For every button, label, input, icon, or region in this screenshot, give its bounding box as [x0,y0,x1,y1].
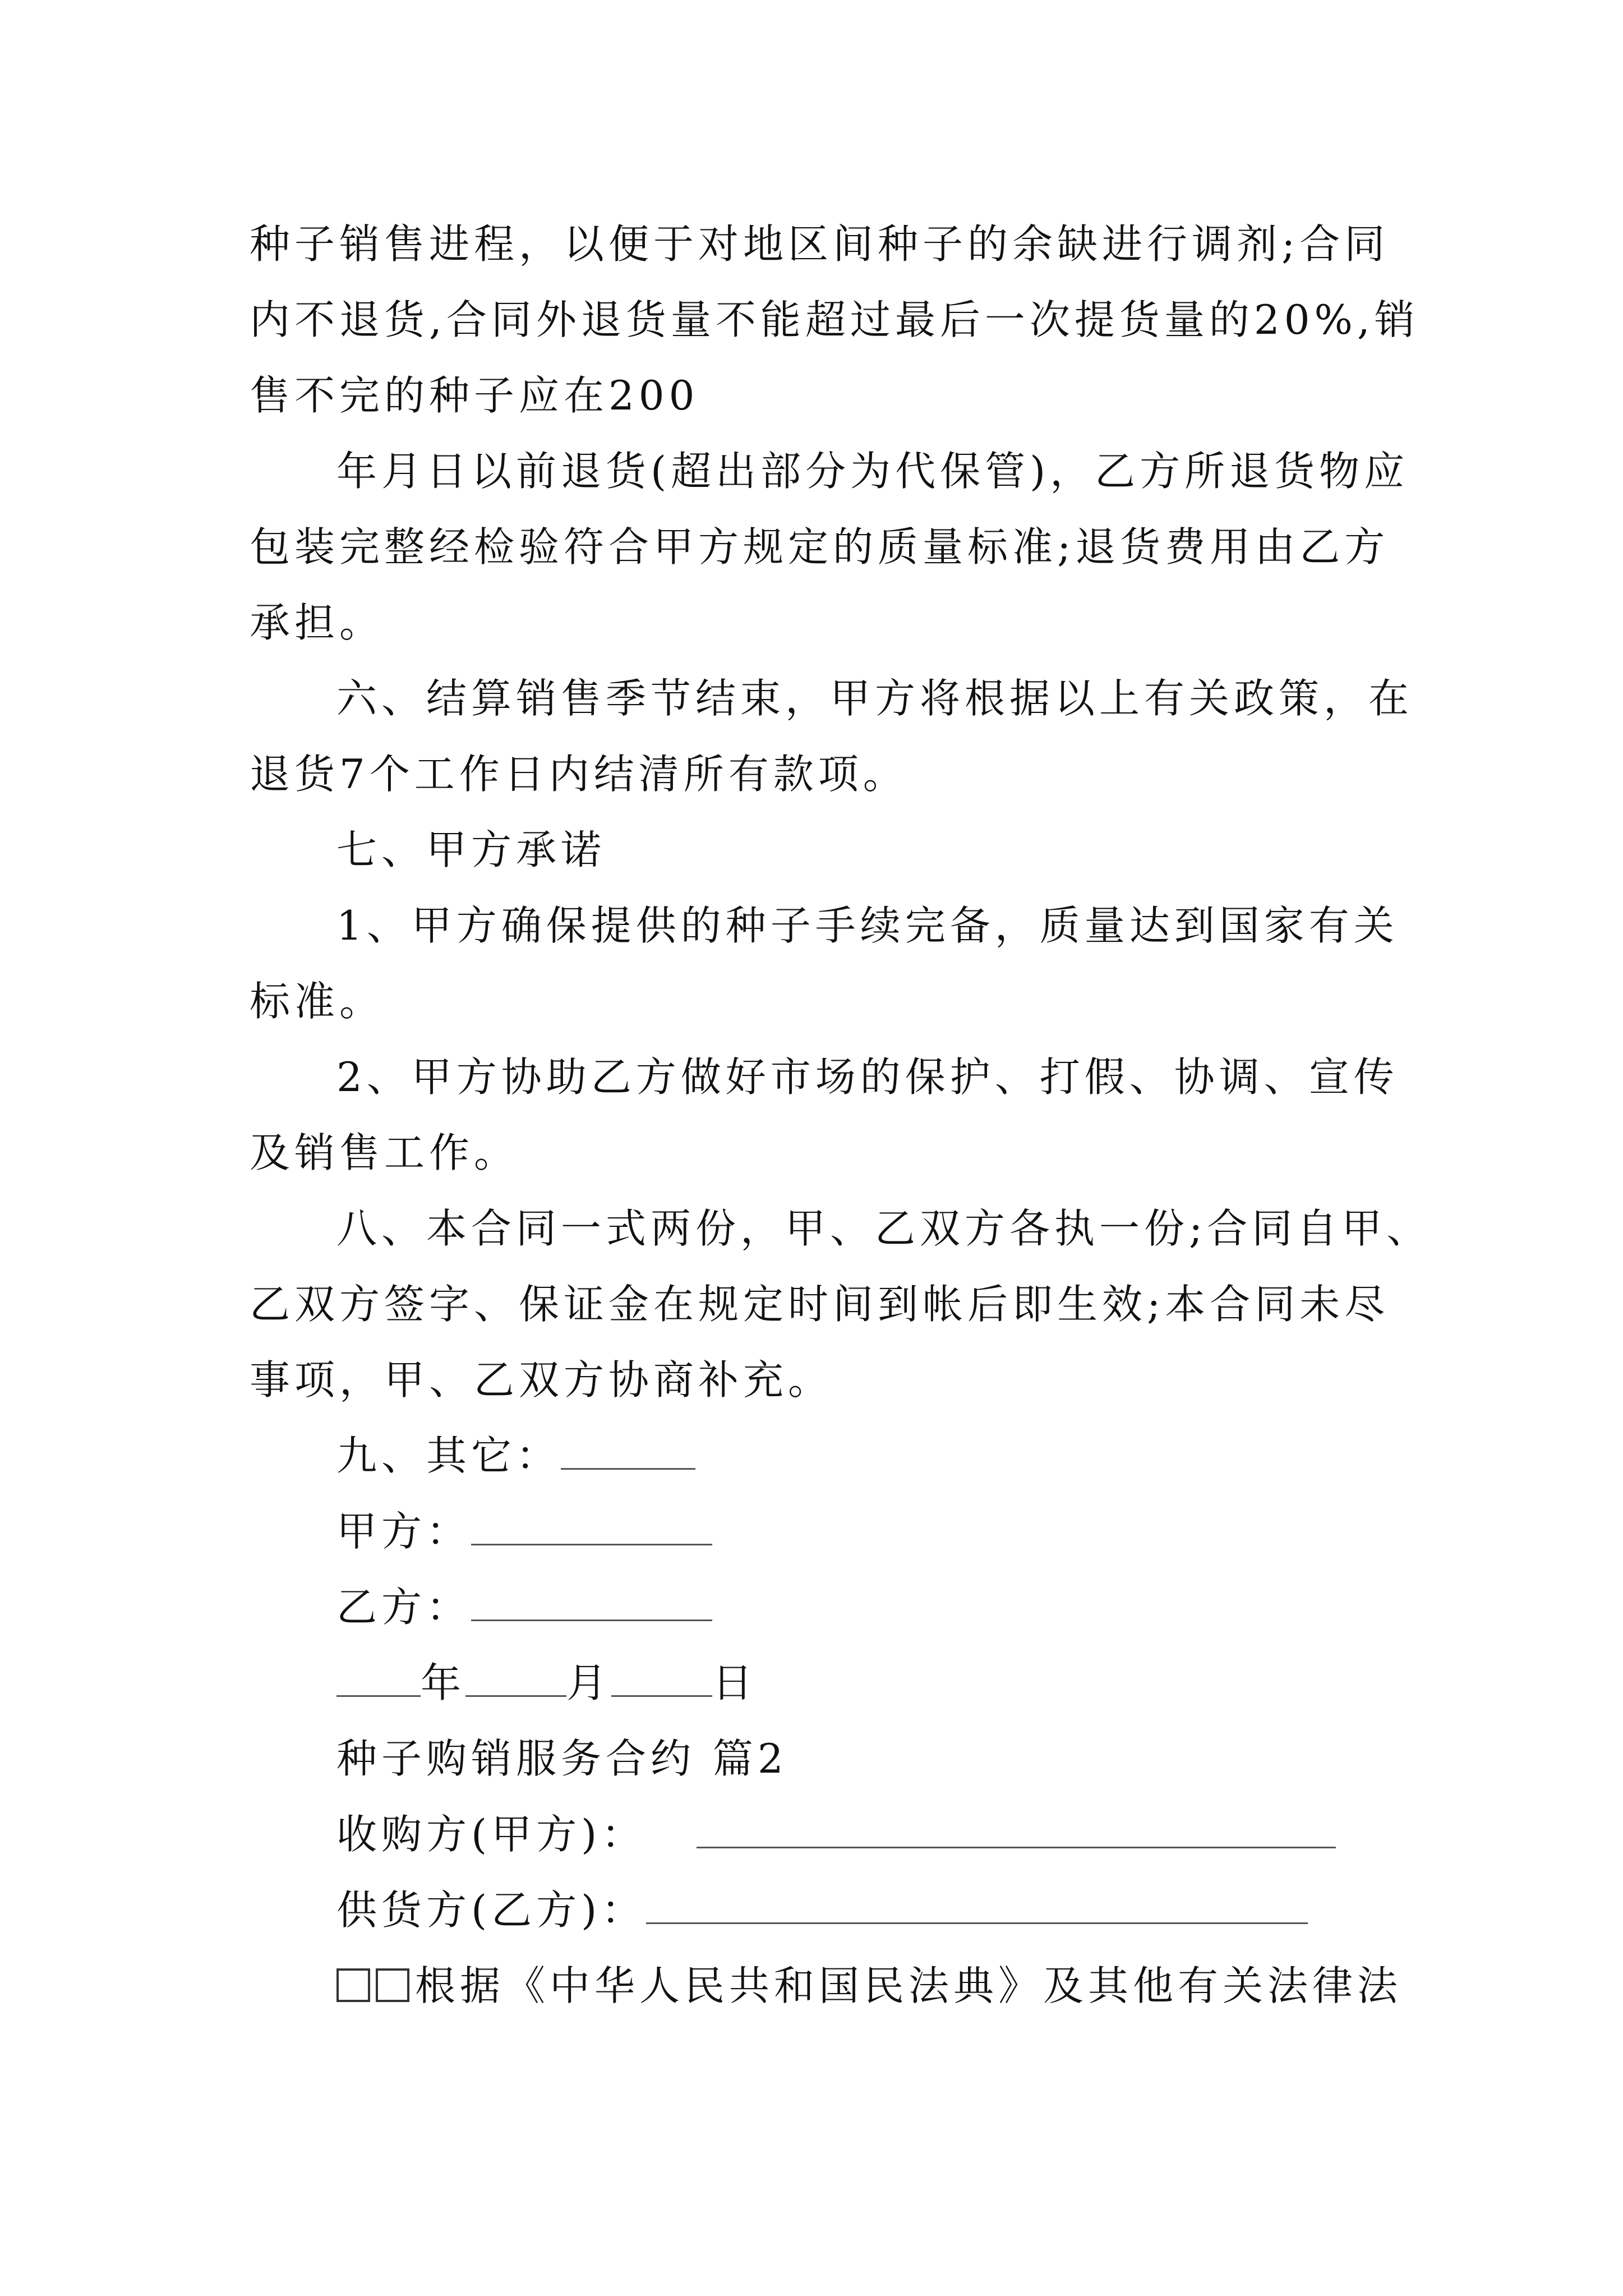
party-a-blank [471,1504,712,1545]
buyer-label: 收购方(甲方)： [336,1811,647,1858]
body-line: 六、结算销售季节结束，甲方将根据以上有关政策，在 [336,675,1414,722]
checkbox-icon [336,1968,370,2002]
body-line: 内不退货,合同外退货量不能超过最后一次提货量的20%,销 [250,296,1419,343]
body-line: 2、甲方协助乙方做好市场的保护、打假、协调、宣传 [336,1053,1399,1101]
party-b-field [336,1579,712,1635]
party-a-label: 甲方： [336,1508,472,1555]
year-blank [336,1656,421,1697]
body-line: 1、甲方确保提供的种子手续完备，质量达到国家有关 [336,902,1399,949]
body-line: 八、本合同一式两份，甲、乙双方各执一份;合同自甲、 [336,1205,1432,1252]
section-heading: 七、甲方承诺 [336,826,606,873]
party-b-blank [471,1580,712,1621]
year-label: 年 [421,1659,466,1706]
supplier-blank [646,1883,1308,1924]
body-line: 承担。 [250,599,385,646]
supplier-field [336,1882,1308,1938]
checkbox-icon [376,1968,409,2002]
month-label: 月 [566,1659,612,1706]
day-blank [611,1656,712,1697]
closing-line: 根据《中华人民共和国民法典》及其他有关法律法 [415,1962,1403,2009]
section-title: 种子购销服务合约 篇2 [336,1735,788,1782]
closing-line-row [336,1958,1402,2014]
buyer-field [336,1806,1336,1862]
day-label: 日 [712,1659,758,1706]
body-line: 及销售工作。 [250,1129,519,1176]
body-line: 种子销售进程，以便于对地区间种子的余缺进行调剂;合同 [250,220,1390,268]
date-field [336,1655,757,1711]
body-line: 事项，甲、乙双方协商补充。 [250,1356,833,1404]
buyer-blank [697,1807,1336,1848]
body-line: 售不完的种子应在200 [250,372,699,419]
other-blank [561,1429,695,1470]
supplier-label: 供货方(乙方)： [336,1887,647,1934]
other-label: 九、其它： [336,1432,561,1479]
party-a-field [336,1503,712,1559]
party-b-label: 乙方： [336,1584,472,1631]
body-line: 包装完整经检验符合甲方规定的质量标准;退货费用由乙方 [250,523,1390,570]
body-line: 乙双方签字、保证金在规定时间到帐后即生效;本合同未尽 [250,1281,1390,1328]
body-line: 标准。 [250,978,385,1025]
body-line: 退货7个工作日内结清所有款项。 [250,751,908,798]
month-blank [465,1656,566,1697]
body-line: 年月日以前退货(超出部分为代保管)，乙方所退货物应 [336,448,1409,495]
other-field [336,1428,695,1484]
